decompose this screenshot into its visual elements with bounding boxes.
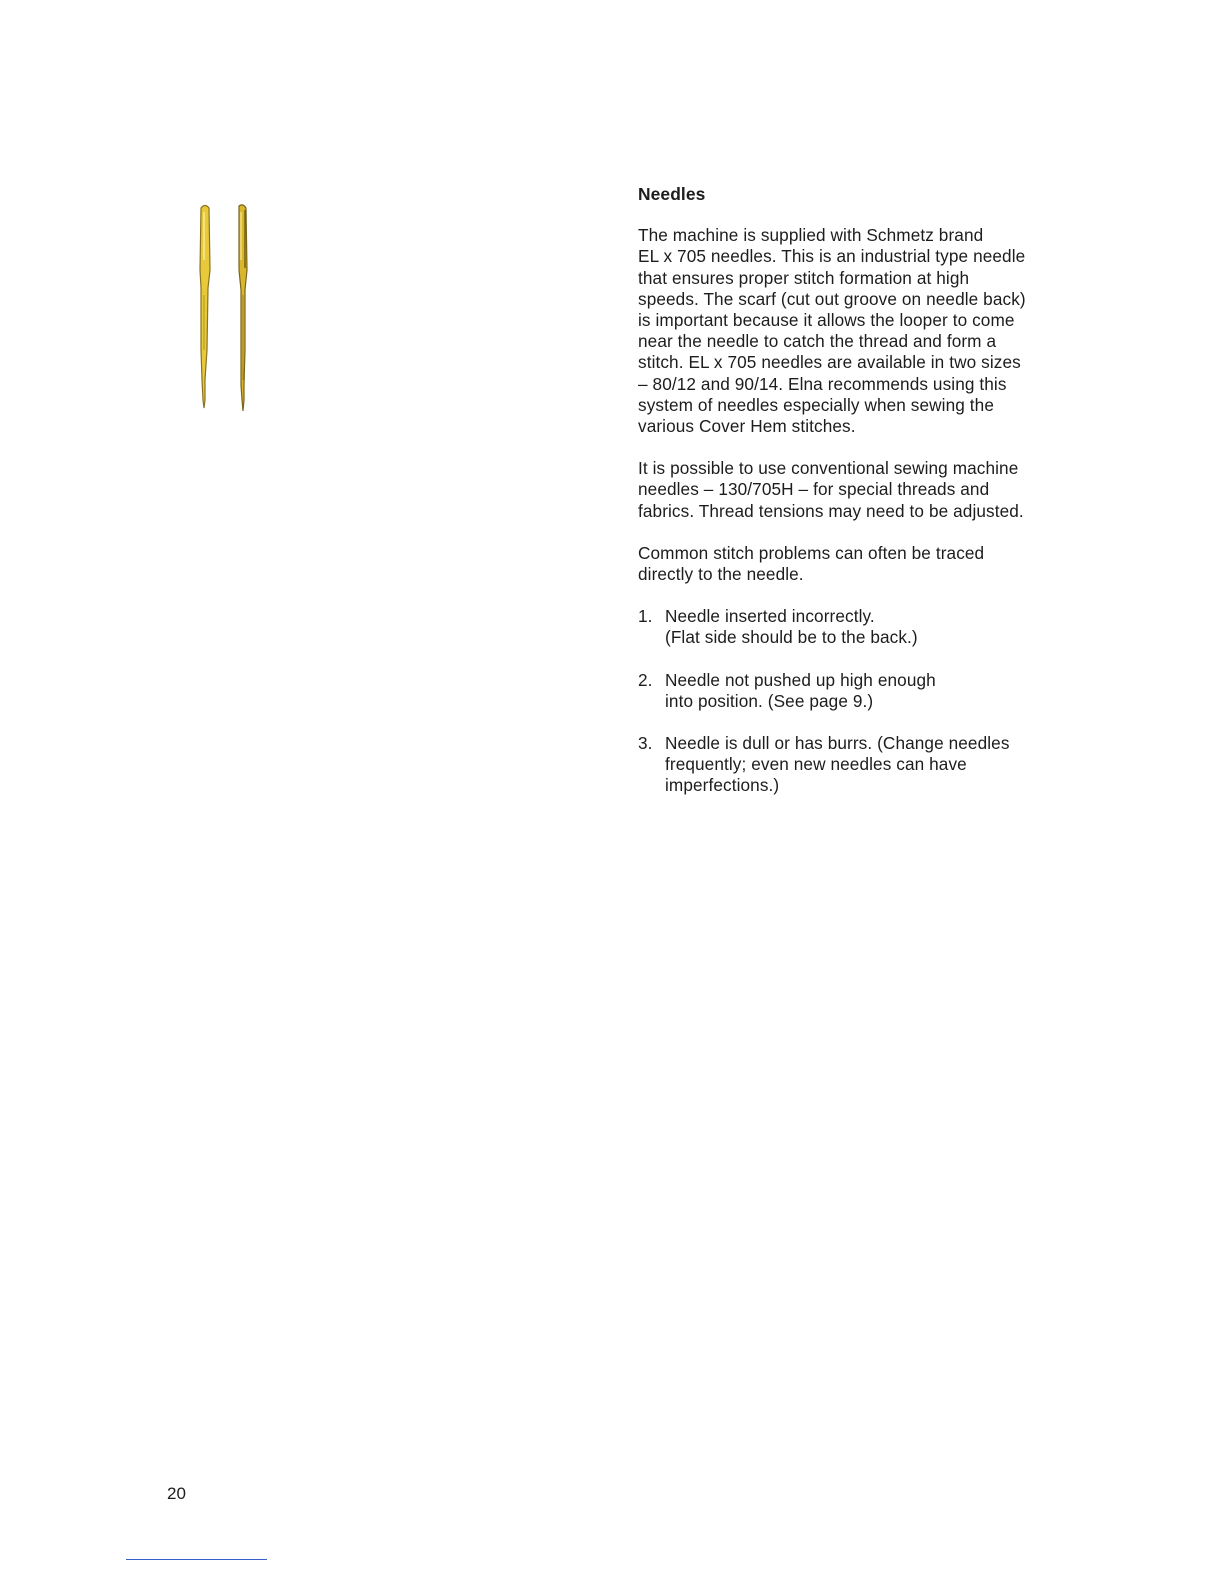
list-item-number: 2. <box>638 669 653 690</box>
needle-front-icon <box>200 206 210 409</box>
paragraph: Common stitch problems can often be traced directly to the needle. <box>638 542 985 585</box>
needles-section <box>638 184 1078 818</box>
list-item-number: 1. <box>638 606 653 627</box>
list-item <box>638 606 1078 648</box>
list-item <box>638 670 1078 712</box>
list-item-text: Needle not pushed up high enough into position. (See page 9.) <box>665 669 936 711</box>
needle-side-icon <box>239 205 247 411</box>
page-number: 20 <box>167 1484 186 1503</box>
needles-illustration-icon <box>190 200 260 415</box>
bottom-rule <box>126 1559 267 1560</box>
paragraph: The machine is supplied with Schmetz brand EL x 705 needles. This is an industrial type needle that ensures proper stitch formation at high speeds. The scarf (cut out groove on needle back) is important because it allows the looper to come near the needle to catch the thread and form a stitch. EL x 705 needles are available in two sizes – 80/12 and 90/14. Elna recommends using this system of needles especially when sewing the various Cover Hem stitches. <box>638 225 1026 437</box>
stitch-problems-list <box>638 606 1078 796</box>
paragraph: It is possible to use conventional sewing machine needles – 130/705H – for special threads and fabrics. Thread tensions may need to be adjusted. <box>638 458 1024 521</box>
list-item-number: 3. <box>638 733 653 754</box>
list-item-text: Needle inserted incorrectly. (Flat side should be to the back.) <box>665 606 918 648</box>
list-item-text: Needle is dull or has burrs. (Change needles frequently; even new needles can have imperfections.) <box>665 733 1010 796</box>
list-item <box>638 733 1078 797</box>
section-heading: Needles <box>638 184 706 204</box>
